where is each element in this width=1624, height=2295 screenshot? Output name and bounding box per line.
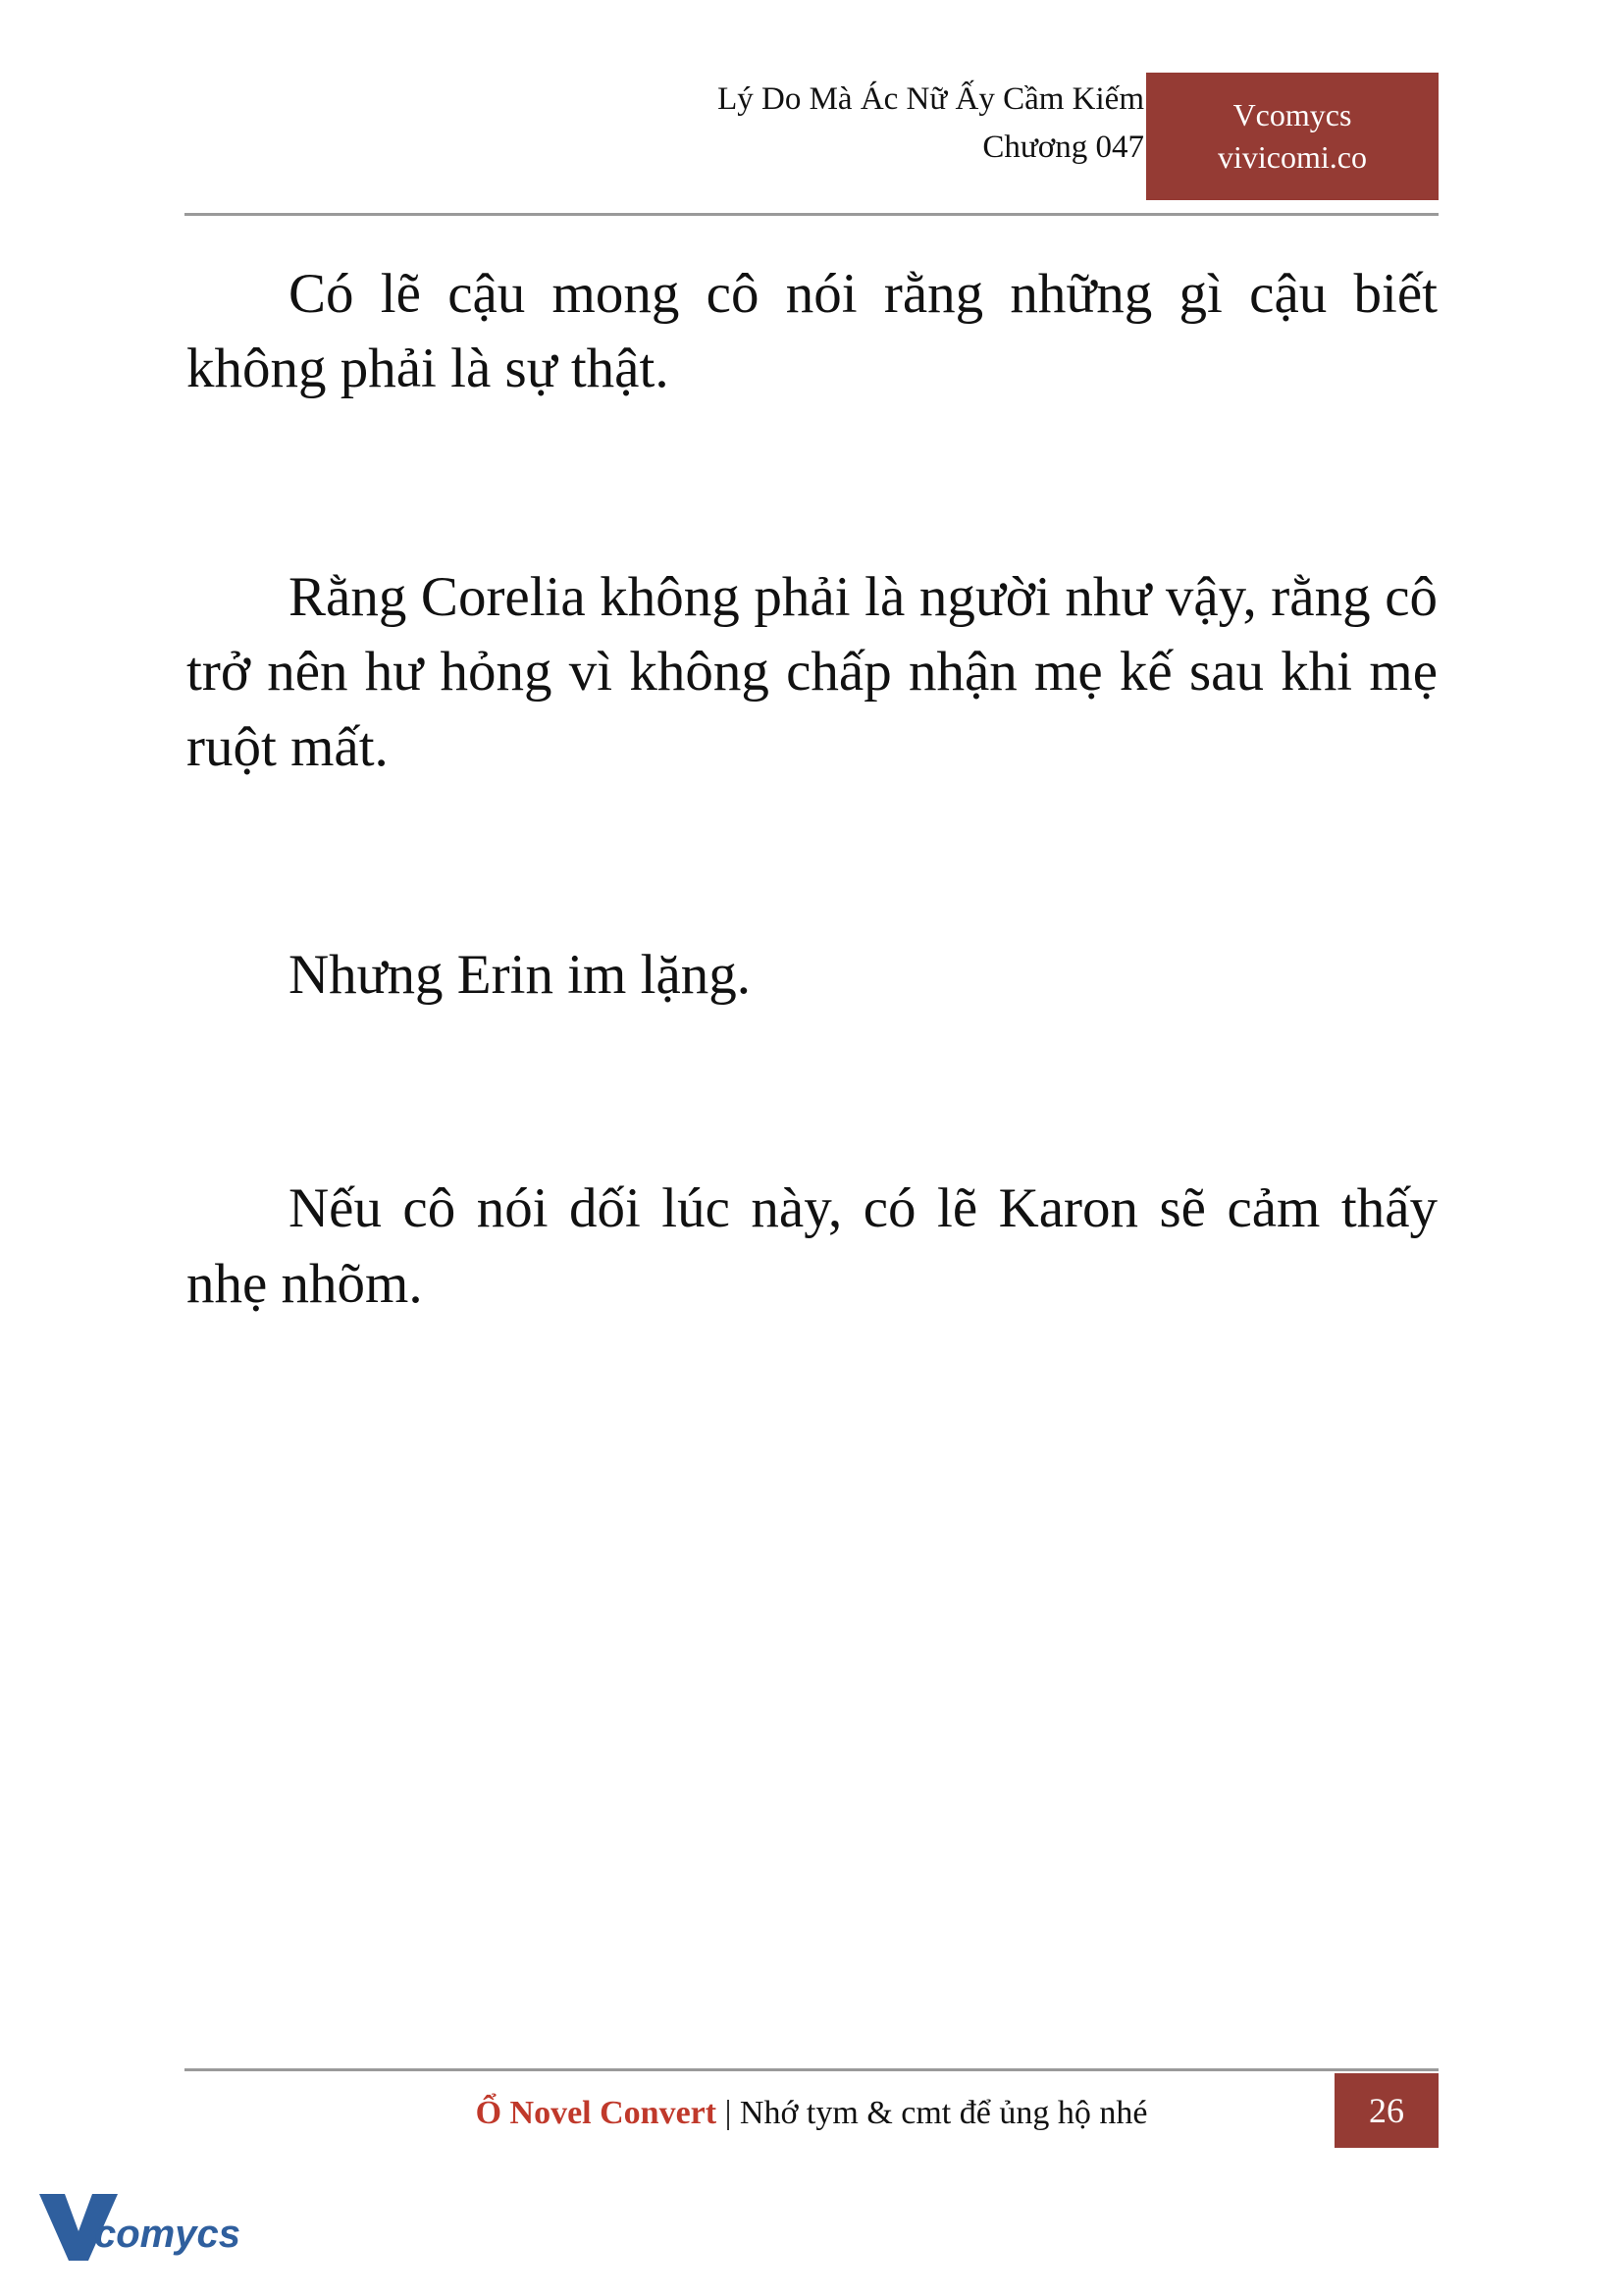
paragraph-1: Có lẽ cậu mong cô nói rằng những gì cậu biết không phải là sự thật. bbox=[186, 263, 1438, 400]
page-number: 26 bbox=[1335, 2073, 1439, 2148]
page-footer bbox=[184, 2085, 1439, 2156]
footer-note: Nhớ tym & cmt để ủng hộ nhé bbox=[739, 2095, 1148, 2131]
footer-divider bbox=[184, 2068, 1439, 2071]
paragraph-2: Rằng Corelia không phải là người như vậy, rằng cô trở nên hư hỏng vì không chấp nhận mẹ kế sau khi mẹ ruột mất. bbox=[186, 565, 1438, 778]
paragraph-spacer bbox=[186, 1083, 1438, 1172]
site-badge-brand: Vcomycs bbox=[1232, 97, 1352, 133]
paragraph-spacer bbox=[186, 478, 1438, 560]
footer-brand: Ổ Novel Convert bbox=[475, 2095, 717, 2131]
page-content bbox=[186, 257, 1438, 1392]
book-title: Lý Do Mà Ác Nữ Ấy Cầm Kiếm bbox=[717, 81, 1144, 117]
footer-separator: | bbox=[724, 2095, 732, 2131]
paragraph-4: Nếu cô nói dối lúc này, có lẽ Karon sẽ cảm thấy nhẹ nhõm. bbox=[186, 1177, 1438, 1315]
site-badge bbox=[1146, 73, 1439, 200]
header-divider bbox=[184, 213, 1439, 216]
svg-text:comycs: comycs bbox=[94, 2213, 240, 2256]
footer-credit bbox=[184, 2095, 1439, 2132]
vcomycs-watermark-logo bbox=[35, 2186, 261, 2270]
header-title-block bbox=[717, 78, 1144, 169]
paragraph-3: Nhưng Erin im lặng. bbox=[288, 943, 752, 1006]
page-header bbox=[184, 78, 1439, 221]
paragraph-spacer bbox=[186, 856, 1438, 938]
site-badge-url: vivicomi.co bbox=[1218, 139, 1367, 175]
chapter-label: Chương 047 bbox=[982, 129, 1144, 165]
